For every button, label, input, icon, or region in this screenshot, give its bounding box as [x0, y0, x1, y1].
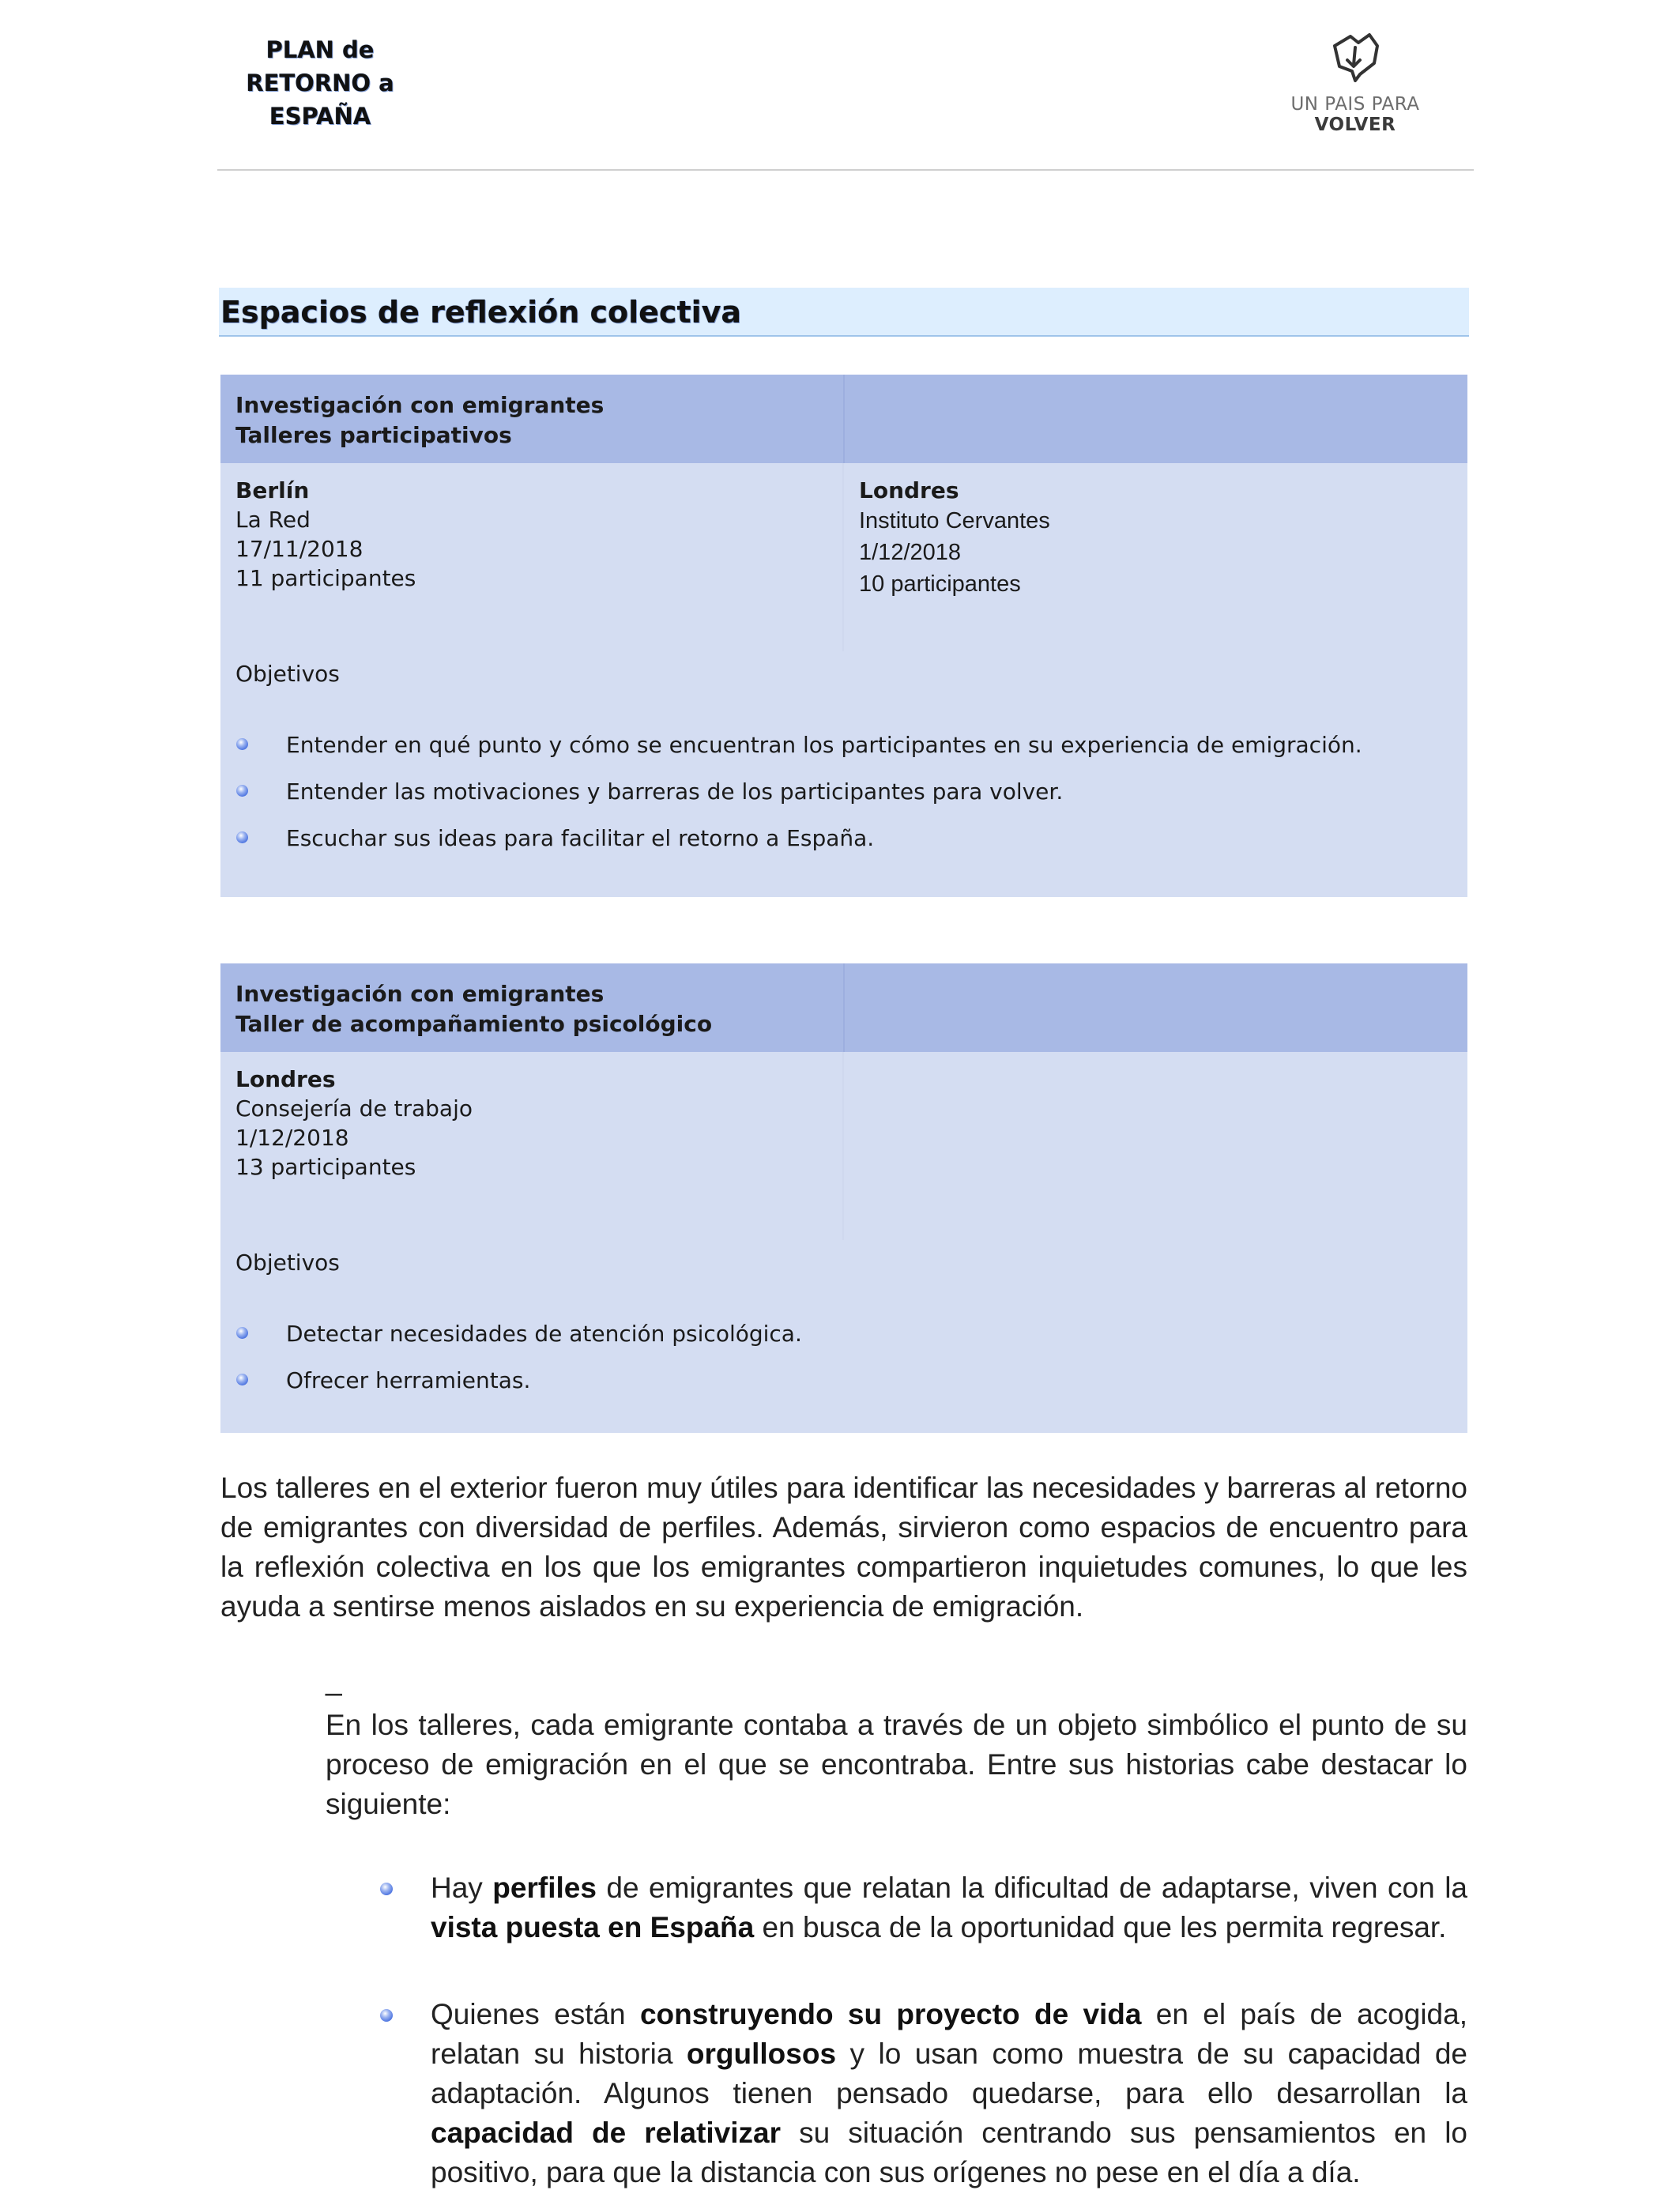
header-divider — [217, 169, 1474, 171]
location-londres — [844, 463, 1467, 651]
logo-line: PLAN de — [266, 36, 375, 63]
story-text: de emigrantes que relatan la dificultad de adaptarse, viven con la — [596, 1872, 1468, 1904]
objetivo-text: Escuchar sus ideas para facilitar el retorno a España. — [286, 825, 875, 851]
objetivo-text: Entender las motivaciones y barreras de los participantes para volver. — [286, 778, 1064, 805]
objetivo-text: Detectar necesidades de atención psicológica. — [286, 1321, 802, 1347]
objetivos-list — [235, 730, 1362, 870]
card-body — [220, 1052, 1467, 1433]
card-header-line2: Taller de acompañamiento psicológico — [235, 1011, 713, 1037]
card-header-line1: Investigación con emigrantes — [235, 392, 605, 418]
map-pin-icon — [1324, 28, 1387, 85]
location-date: 17/11/2018 — [235, 536, 363, 562]
story-text: Quienes están — [431, 1998, 640, 2030]
card-header-title — [220, 375, 845, 463]
story-emphasis: orgullosos — [686, 2038, 837, 2070]
story-text: su situación centrando sus pensamientos en lo positivo, para que la distancia con sus orígenes no pese en el día a día. — [431, 2117, 1467, 2188]
objetivos-label: Objetivos — [235, 661, 340, 687]
location-city: Londres — [235, 1066, 336, 1092]
section-title: Espacios de reflexión colectiva — [219, 288, 1469, 337]
story-emphasis: vista puesta en España — [431, 1911, 755, 1943]
brand-tagline-regular: UN PAIS PARA — [1290, 94, 1420, 115]
story-item — [431, 1995, 1467, 2192]
card-locations — [220, 463, 1467, 651]
logo-line: ESPAÑA — [269, 103, 371, 130]
location-venue: Instituto Cervantes — [859, 508, 1050, 533]
location-participants: 10 participantes — [859, 571, 1021, 597]
list-item — [235, 824, 1362, 870]
location-berlin — [220, 463, 844, 651]
objetivo-text: Ofrecer herramientas. — [286, 1367, 531, 1393]
location-londres — [220, 1052, 844, 1240]
story-text: en el país de acogida, relatan su historia — [431, 1998, 1467, 2070]
separator-dash: _ — [326, 1664, 342, 1696]
objetivos-label: Objetivos — [235, 1250, 340, 1276]
bullet-icon — [236, 1374, 248, 1385]
location-city: Berlín — [235, 477, 310, 503]
stories-intro: En los talleres, cada emigrante contaba a través de un objeto simbólico el punto de su proceso de emigración en el que se encontraba. Entre sus historias cabe destacar lo siguiente: — [326, 1709, 1467, 1820]
list-item — [235, 777, 1362, 824]
list-item — [235, 1319, 802, 1366]
list-item — [235, 730, 1362, 777]
bullet-icon — [236, 1327, 248, 1339]
workshop-card-participativos — [220, 375, 1467, 897]
story-emphasis: capacidad de relativizar — [431, 2117, 782, 2149]
card-header-line1: Investigación con emigrantes — [235, 981, 605, 1007]
card-header-title — [220, 963, 845, 1052]
story-emphasis: perfiles — [492, 1872, 597, 1904]
objetivo-text: Entender en qué punto y cómo se encuentran los participantes en su experiencia de emigración. — [286, 732, 1362, 758]
brand-tagline — [1260, 94, 1450, 135]
story-text: y lo usan como muestra de su capacidad de adaptación. Algunos tienen pensado quedarse, para ello desarrollan la — [431, 2038, 1467, 2109]
body-paragraph: Los talleres en el exterior fueron muy útiles para identificar las necesidades y barreras al retorno de emigrantes con diversidad de perfiles. Además, sirvieron como espacios de encuentro para la reflexión colectiva en los que los emigrantes compartieron inquietudes comunes, lo que les ayuda a sentirse menos aislados en su experiencia de emigración. — [220, 1472, 1467, 1623]
card-body — [220, 463, 1467, 897]
location-date: 1/12/2018 — [235, 1125, 349, 1151]
card-header — [220, 375, 1467, 463]
workshop-card-psicologico — [220, 963, 1467, 1433]
location-participants: 11 participantes — [235, 565, 416, 591]
story-text: Hay — [431, 1872, 493, 1904]
card-locations — [220, 1052, 1467, 1240]
card-header — [220, 963, 1467, 1052]
list-item — [235, 1366, 802, 1412]
bullet-icon — [380, 1883, 393, 1895]
story-emphasis: construyendo su proyecto de vida — [639, 1998, 1142, 2030]
bullet-icon — [236, 738, 248, 750]
location-participants: 13 participantes — [235, 1154, 416, 1180]
bullet-icon — [236, 785, 248, 797]
story-item — [431, 1868, 1467, 1947]
card-header-line2: Talleres participativos — [235, 422, 512, 448]
un-pais-para-volver-logo — [1260, 28, 1450, 135]
location-date: 1/12/2018 — [859, 540, 962, 565]
location-venue: La Red — [235, 507, 311, 533]
location-venue: Consejería de trabajo — [235, 1095, 473, 1122]
location-empty — [844, 1052, 1467, 1240]
story-text: en busca de la oportunidad que les permita regresar. — [754, 1911, 1447, 1943]
bullet-icon — [236, 831, 248, 843]
brand-tagline-bold: VOLVER — [1314, 115, 1396, 135]
logo-line: RETORNO a — [246, 70, 394, 96]
location-city: Londres — [859, 477, 959, 503]
plan-retorno-logo — [237, 33, 403, 133]
bullet-icon — [380, 2009, 393, 2022]
objetivos-list — [235, 1319, 802, 1412]
